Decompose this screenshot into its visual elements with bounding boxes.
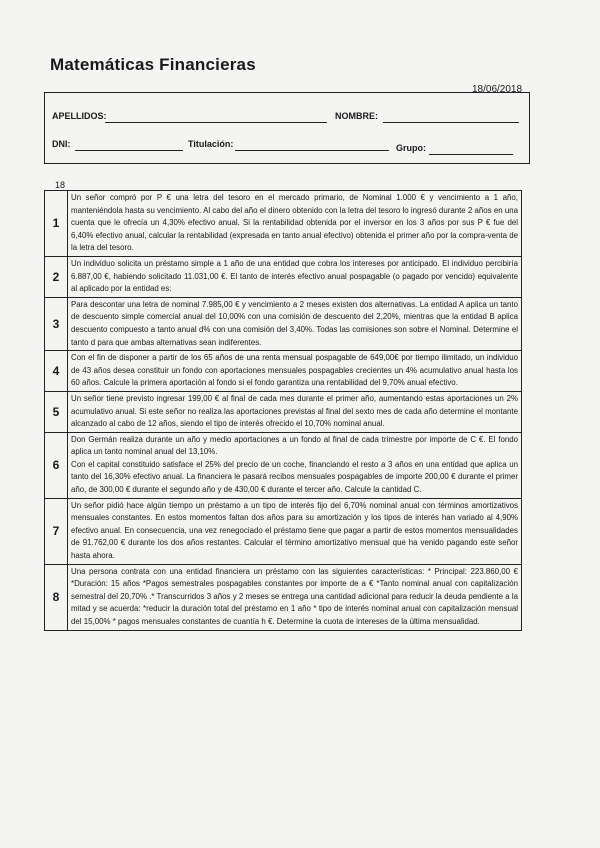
question-paragraph: Un individuo solicita un préstamo simple a 1 año de una entidad que cobra los intereses por anticipado. El individuo percibiría 6.887,00 €, habiendo solicitado 11.031,00 €. El tanto de interés efectivo anual pospagable (o pagado por vencido) equivalente al aplicado por la entidad es: bbox=[71, 258, 518, 294]
exam-date: 18/06/2018 bbox=[472, 84, 523, 95]
question-row bbox=[45, 297, 522, 350]
question-row bbox=[45, 432, 522, 498]
question-row bbox=[45, 391, 522, 432]
question-paragraph: Un señor pidió hace algún tiempo un préstamo a un tipo de interés fijo del 6,70% nominal anual con términos amortizativos mensuales constantes. En estos momentos faltan dos años para su amortización y los tipos de interés han variado al 4,90% efectivo anual. En consecuencia, una vez renegociado el préstamo tiene que pagar a partir de estos momentos mensualidades de 91.762,00 € durante los dos años restantes. Calcular el término amortizativo mensual que ha venido pagando este señor hasta ahora. bbox=[71, 500, 518, 561]
questions-table bbox=[44, 190, 522, 631]
nombre-label: NOMBRE: bbox=[335, 111, 378, 121]
question-number: 8 bbox=[45, 564, 68, 630]
question-number: 4 bbox=[45, 351, 68, 392]
question-number: 3 bbox=[45, 297, 68, 350]
question-text bbox=[68, 498, 522, 564]
question-text bbox=[68, 297, 522, 350]
question-paragraph: Con el capital constituido satisface el 25% del precio de un coche, financiando el resto a 3 años en una entidad que aplica un tanto del 16,30% efectivo anual. La financiera le pasará recibos mensuales pospagables de importe 200,00 € durante el primer año, de 300,00 € durante el segundo año y de 430,00 € durante el tercer año. Calcule la cantidad C. bbox=[71, 459, 518, 495]
question-row bbox=[45, 191, 522, 257]
question-text bbox=[68, 191, 522, 257]
question-number: 2 bbox=[45, 256, 68, 297]
grupo-label: Grupo: bbox=[396, 143, 426, 153]
question-paragraph: Para descontar una letra de nominal 7.985,00 € y vencimiento a 2 meses existen dos alternativas. La entidad A aplica un tanto de descuento simple comercial anual del 10,00% con una comisión de descuento del 2,20%, mientras que la entidad B aplica descuento compuesto a tanto anual d% con una comisión del 3,40%. Todas las comisiones son sobre el Nominal. Determine el tanto d para que ambas alternativas sean indiferentes. bbox=[71, 299, 518, 347]
question-number: 1 bbox=[45, 191, 68, 257]
question-row bbox=[45, 256, 522, 297]
apellidos-field[interactable] bbox=[105, 122, 327, 123]
dni-label: DNI: bbox=[52, 139, 71, 149]
question-text bbox=[68, 391, 522, 432]
grupo-field[interactable] bbox=[429, 154, 513, 155]
student-info-box bbox=[44, 92, 530, 164]
question-text bbox=[68, 564, 522, 630]
question-number: 6 bbox=[45, 432, 68, 498]
titulacion-field[interactable] bbox=[235, 150, 389, 151]
apellidos-label: APELLIDOS: bbox=[52, 111, 107, 121]
question-paragraph: Una persona contrata con una entidad financiera un préstamo con las siguientes características: * Principal: 223.860,00 € *Duración: 15 años *Pagos semestrales pospagables constantes por importe de a € *Tanto nominal anual con capitalización semestral del 20,70% .* Transcurridos 3 años y 2 meses se entrega una cantidad adicional para reducir la deuda pendiente a la mitad y se acuerda: *reducir la duración total del préstamo en 1 año * tipo de interés nominal anual con capitalización mensual del 15,00% * pagos mensuales constantes de cuantía h €. Determine la cuota de intereses de la última mensualidad. bbox=[71, 566, 518, 626]
question-counter: 18 bbox=[55, 180, 66, 190]
question-text bbox=[68, 351, 522, 392]
question-paragraph: Don Germán realiza durante un año y medio aportaciones a un fondo al final de cada trimestre por importe de C €. El fondo aplica un tanto nominal anual del 13,10%. bbox=[71, 434, 518, 457]
titulacion-label: Titulación: bbox=[188, 139, 234, 149]
question-paragraph: Un señor compró por P € una letra del tesoro en el mercado primario, de Nominal 1.000 € y vencimiento a 1 año, manteniéndola hasta su vencimiento. Al cabo del año el dinero obtenido con la letra del tesoro lo ingresó durante 2 años en una cuenta que le ofrecía un 4,30% efectivo anual. Si la rentabilidad obtenida por el inversor en los 3 años por sus P € fue del 6,40% efectivo anual, calcular la rentabilidad (expresada en tanto anual efectivo) obtenida el primer año por la compra-venta de la letra del tesoro. bbox=[71, 193, 518, 253]
page-title: Matemáticas Financieras bbox=[50, 55, 256, 74]
nombre-field[interactable] bbox=[383, 122, 519, 123]
question-row bbox=[45, 351, 522, 392]
question-text bbox=[68, 432, 522, 498]
question-row bbox=[45, 498, 522, 564]
question-paragraph: Con el fin de disponer a partir de los 65 años de una renta mensual pospagable de 649,00€ por tiempo ilimitado, un individuo de 43 años desea constituir un fondo con aportaciones mensuales pospagables crecientes un 4% acumulativo anual hasta los 60 años. Calcule la primera aportación al fondo si el fondo garantiza una rentabilidad del 9,70% anual efectivo. bbox=[71, 353, 518, 388]
question-number: 5 bbox=[45, 391, 68, 432]
question-paragraph: Un señor tiene previsto ingresar 199,00 € al final de cada mes durante el primer año, aumentando estas aportaciones un 2% acumulativo anual. Si este señor no realiza las aportaciones previstas al final del sexto mes de cada año determine el montante alcanzado al cabo de 12 años, siendo el tipo de interés ofrecido el 10,70% nominal anual. bbox=[71, 393, 518, 429]
question-text bbox=[68, 256, 522, 297]
question-number: 7 bbox=[45, 498, 68, 564]
question-row bbox=[45, 564, 522, 630]
dni-field[interactable] bbox=[75, 150, 183, 151]
